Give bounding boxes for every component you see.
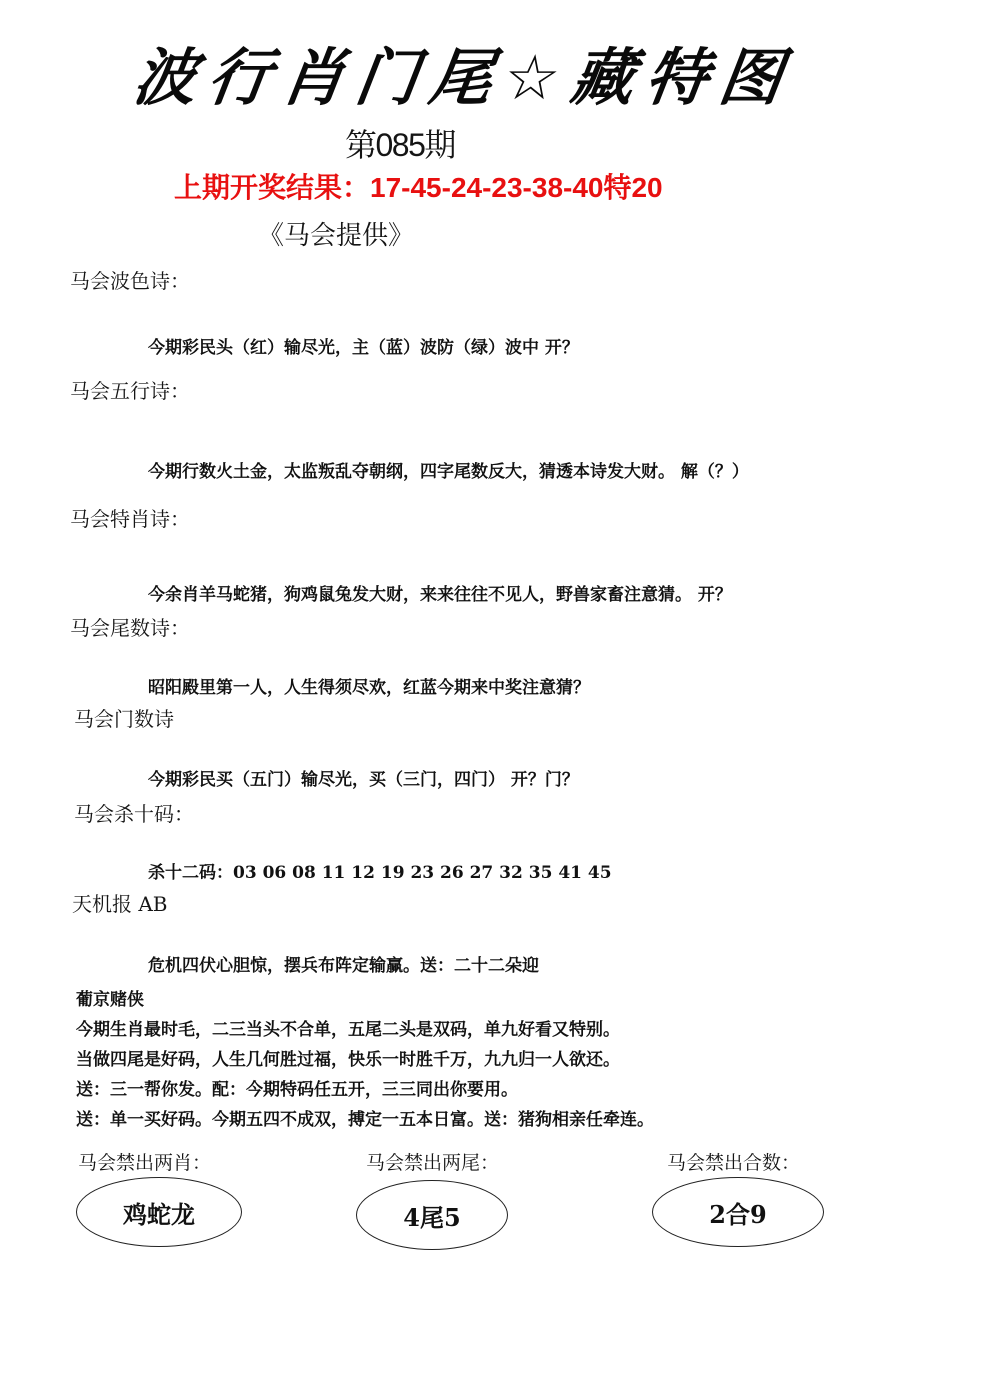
ban-tail-label: 马会禁出两尾： — [366, 1152, 500, 1174]
gambler-line-3: 送：三一帮你发。配：今期特码任五开，三三同出你要用。 — [76, 1080, 518, 1100]
issue-number: 第085期 — [345, 127, 455, 163]
section-heading-door-number: 马会门数诗 — [74, 707, 174, 731]
ban-sum-value: 2合9 — [709, 1199, 767, 1229]
poem-wave-color: 今期彩民头（红）输尽光，主（蓝）波防（绿）波中 开？ — [148, 338, 579, 358]
section-heading-tianji: 天机报 AB — [72, 892, 168, 916]
ban-sum-label: 马会禁出合数： — [667, 1152, 801, 1174]
ban-tail-ellipse — [356, 1180, 508, 1250]
poem-tianji: 危机四伏心胆惊，摆兵布阵定输赢。送：二十二朵迎 — [148, 956, 539, 976]
ban-zodiac-label: 马会禁出两肖： — [78, 1152, 212, 1174]
poem-five-elements: 今期行数火土金，太监叛乱夺朝纲，四字尾数反大，猜透本诗发大财。 解（？） — [148, 462, 749, 482]
section-heading-kill-ten: 马会杀十码： — [74, 802, 194, 826]
section-heading-wave-color: 马会波色诗： — [70, 269, 190, 293]
kill-twelve-numbers: 杀十二码：03 06 08 11 12 19 23 26 27 32 35 41 45 — [148, 863, 612, 883]
ban-zodiac-ellipse — [76, 1177, 242, 1247]
section-heading-tail-number: 马会尾数诗： — [70, 616, 190, 640]
gambler-line-1: 今期生肖最时毛，二三当头不合单，五尾二头是双码，单九好看又特别。 — [76, 1020, 620, 1040]
gambler-line-2: 当做四尾是好码，人生几何胜过福，快乐一时胜千万，九九归一人欲还。 — [76, 1050, 620, 1070]
section-heading-zodiac: 马会特肖诗： — [70, 507, 190, 531]
section-heading-five-elements: 马会五行诗： — [70, 379, 190, 403]
provider-label: 《马会提供》 — [258, 221, 415, 251]
gambler-heading: 葡京赌侠 — [76, 990, 144, 1010]
page-title: 波行肖门尾☆藏特图 — [129, 41, 800, 114]
last-draw-result: 上期开奖结果：17-45-24-23-38-40特20 — [174, 172, 663, 203]
poem-zodiac: 今余肖羊马蛇猪，狗鸡鼠兔发大财，来来往往不见人，野兽家畜注意猜。 开？ — [148, 585, 732, 605]
ban-tail-value: 4尾5 — [403, 1202, 461, 1232]
gambler-line-4: 送：单一买好码。今期五四不成双，搏定一五本日富。送：猪狗相亲任牵连。 — [76, 1110, 654, 1130]
ban-sum-ellipse — [652, 1177, 824, 1247]
ban-zodiac-value: 鸡蛇龙 — [123, 1199, 195, 1229]
poem-door-number: 今期彩民买（五门）输尽光，买（三门，四门） 开？门？ — [148, 770, 579, 790]
poem-tail-number: 昭阳殿里第一人，人生得须尽欢，红蓝今期来中奖注意猜？ — [148, 678, 590, 698]
